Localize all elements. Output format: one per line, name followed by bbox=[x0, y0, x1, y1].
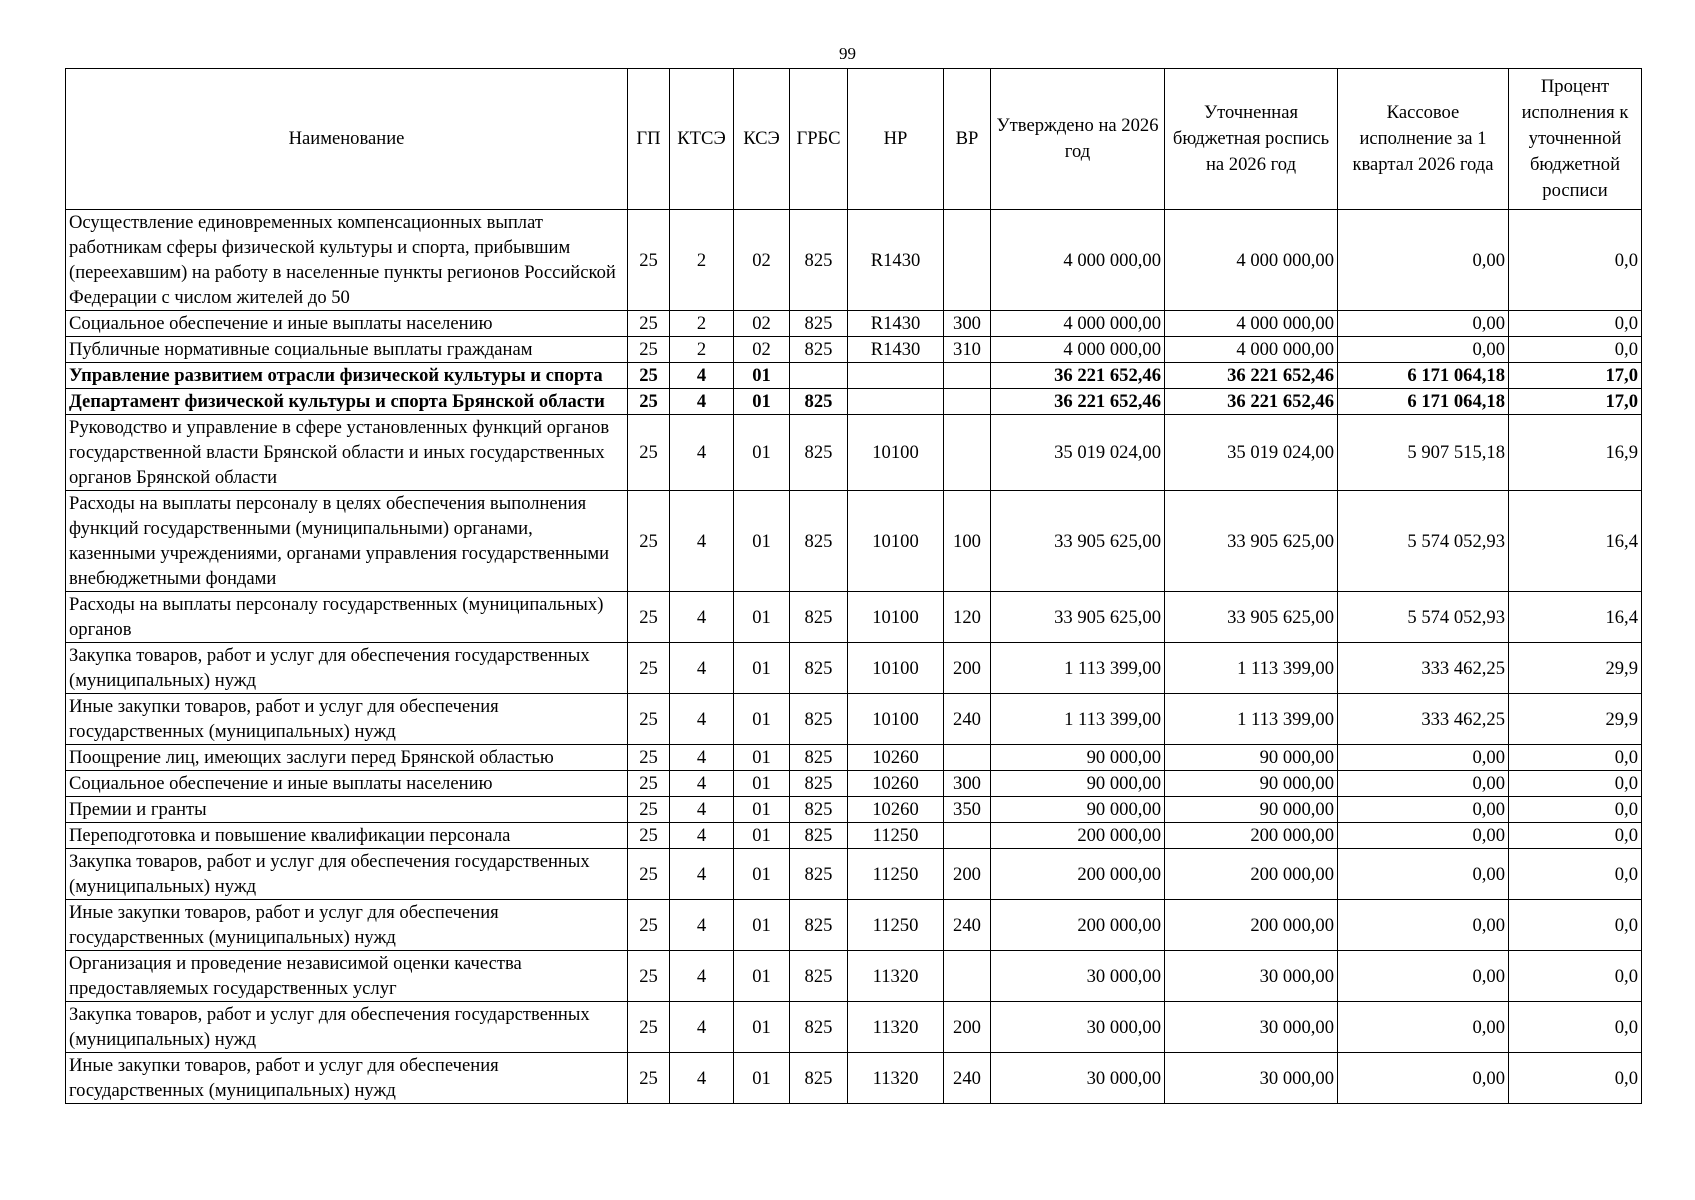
cell-cash: 6 171 064,18 bbox=[1338, 363, 1509, 389]
cell-approved: 90 000,00 bbox=[991, 771, 1165, 797]
cell-nr: 10100 bbox=[848, 491, 944, 592]
cell-ktse: 4 bbox=[670, 849, 734, 900]
cell-grbs: 825 bbox=[790, 1002, 848, 1053]
cell-refined: 4 000 000,00 bbox=[1165, 311, 1338, 337]
cell-kse: 01 bbox=[734, 491, 790, 592]
cell-nr: 10100 bbox=[848, 415, 944, 491]
cell-cash: 0,00 bbox=[1338, 745, 1509, 771]
cell-ktse: 4 bbox=[670, 900, 734, 951]
cell-ktse: 4 bbox=[670, 951, 734, 1002]
cell-ktse: 4 bbox=[670, 389, 734, 415]
cell-percent: 0,0 bbox=[1509, 797, 1642, 823]
cell-ktse: 4 bbox=[670, 491, 734, 592]
cell-name: Расходы на выплаты персоналу в целях обеспечения выполнения функций государственными (муниципальными) органами, казенными учреждениями, органами управления государственными внебюджетными фондами bbox=[66, 491, 628, 592]
cell-grbs: 825 bbox=[790, 337, 848, 363]
cell-gp: 25 bbox=[628, 900, 670, 951]
cell-grbs: 825 bbox=[790, 643, 848, 694]
cell-nr: R1430 bbox=[848, 210, 944, 311]
cell-ktse: 4 bbox=[670, 643, 734, 694]
cell-name: Премии и гранты bbox=[66, 797, 628, 823]
header-gp: ГП bbox=[628, 69, 670, 210]
table-row bbox=[66, 771, 1642, 797]
cell-ktse: 4 bbox=[670, 823, 734, 849]
cell-name: Руководство и управление в сфере установленных функций органов государственной власти Брянской области и иных государственных органов Брянской области bbox=[66, 415, 628, 491]
cell-ktse: 4 bbox=[670, 797, 734, 823]
header-vr: ВР bbox=[944, 69, 991, 210]
cell-vr: 350 bbox=[944, 797, 991, 823]
cell-refined: 33 905 625,00 bbox=[1165, 491, 1338, 592]
cell-nr: 10100 bbox=[848, 643, 944, 694]
cell-approved: 4 000 000,00 bbox=[991, 210, 1165, 311]
cell-nr: 10260 bbox=[848, 797, 944, 823]
cell-name: Иные закупки товаров, работ и услуг для обеспечения государственных (муниципальных) нужд bbox=[66, 1053, 628, 1104]
cell-grbs: 825 bbox=[790, 823, 848, 849]
cell-refined: 90 000,00 bbox=[1165, 745, 1338, 771]
cell-vr: 240 bbox=[944, 900, 991, 951]
cell-name: Организация и проведение независимой оценки качества предоставляемых государственных услуг bbox=[66, 951, 628, 1002]
cell-gp: 25 bbox=[628, 694, 670, 745]
cell-name: Социальное обеспечение и иные выплаты населению bbox=[66, 311, 628, 337]
cell-ktse: 4 bbox=[670, 363, 734, 389]
cell-vr: 200 bbox=[944, 1002, 991, 1053]
cell-vr: 200 bbox=[944, 849, 991, 900]
header-refined: Уточненная бюджетная роспись на 2026 год bbox=[1165, 69, 1338, 210]
cell-kse: 01 bbox=[734, 643, 790, 694]
cell-gp: 25 bbox=[628, 210, 670, 311]
cell-refined: 200 000,00 bbox=[1165, 823, 1338, 849]
cell-name: Переподготовка и повышение квалификации персонала bbox=[66, 823, 628, 849]
cell-cash: 0,00 bbox=[1338, 951, 1509, 1002]
cell-kse: 02 bbox=[734, 311, 790, 337]
table-row bbox=[66, 694, 1642, 745]
cell-name: Поощрение лиц, имеющих заслуги перед Брянской областью bbox=[66, 745, 628, 771]
table-row bbox=[66, 389, 1642, 415]
cell-kse: 01 bbox=[734, 745, 790, 771]
cell-percent: 0,0 bbox=[1509, 311, 1642, 337]
cell-kse: 01 bbox=[734, 951, 790, 1002]
cell-approved: 200 000,00 bbox=[991, 823, 1165, 849]
table-row bbox=[66, 415, 1642, 491]
cell-cash: 0,00 bbox=[1338, 210, 1509, 311]
cell-kse: 01 bbox=[734, 771, 790, 797]
cell-gp: 25 bbox=[628, 951, 670, 1002]
cell-nr: 11250 bbox=[848, 900, 944, 951]
cell-vr: 100 bbox=[944, 491, 991, 592]
cell-nr: 10260 bbox=[848, 745, 944, 771]
cell-cash: 5 574 052,93 bbox=[1338, 592, 1509, 643]
cell-refined: 33 905 625,00 bbox=[1165, 592, 1338, 643]
cell-gp: 25 bbox=[628, 389, 670, 415]
cell-percent: 0,0 bbox=[1509, 1053, 1642, 1104]
table-row bbox=[66, 363, 1642, 389]
cell-vr: 300 bbox=[944, 311, 991, 337]
cell-vr: 240 bbox=[944, 1053, 991, 1104]
cell-nr: 10100 bbox=[848, 694, 944, 745]
table-row bbox=[66, 823, 1642, 849]
cell-refined: 36 221 652,46 bbox=[1165, 363, 1338, 389]
cell-refined: 36 221 652,46 bbox=[1165, 389, 1338, 415]
cell-ktse: 4 bbox=[670, 1002, 734, 1053]
cell-name: Иные закупки товаров, работ и услуг для обеспечения государственных (муниципальных) нужд bbox=[66, 900, 628, 951]
cell-kse: 01 bbox=[734, 797, 790, 823]
cell-nr: R1430 bbox=[848, 311, 944, 337]
cell-kse: 01 bbox=[734, 389, 790, 415]
cell-percent: 0,0 bbox=[1509, 823, 1642, 849]
table-row bbox=[66, 900, 1642, 951]
cell-percent: 17,0 bbox=[1509, 363, 1642, 389]
cell-cash: 0,00 bbox=[1338, 849, 1509, 900]
table-header-row bbox=[66, 69, 1642, 210]
cell-name: Закупка товаров, работ и услуг для обеспечения государственных (муниципальных) нужд bbox=[66, 643, 628, 694]
cell-grbs: 825 bbox=[790, 951, 848, 1002]
cell-gp: 25 bbox=[628, 415, 670, 491]
cell-refined: 90 000,00 bbox=[1165, 797, 1338, 823]
cell-kse: 01 bbox=[734, 1053, 790, 1104]
cell-refined: 4 000 000,00 bbox=[1165, 210, 1338, 311]
cell-kse: 01 bbox=[734, 592, 790, 643]
cell-approved: 1 113 399,00 bbox=[991, 694, 1165, 745]
cell-vr bbox=[944, 951, 991, 1002]
cell-nr: 10260 bbox=[848, 771, 944, 797]
cell-vr bbox=[944, 415, 991, 491]
cell-refined: 1 113 399,00 bbox=[1165, 694, 1338, 745]
cell-cash: 333 462,25 bbox=[1338, 694, 1509, 745]
cell-grbs: 825 bbox=[790, 592, 848, 643]
cell-grbs: 825 bbox=[790, 694, 848, 745]
table-row bbox=[66, 337, 1642, 363]
cell-approved: 30 000,00 bbox=[991, 1002, 1165, 1053]
cell-approved: 200 000,00 bbox=[991, 900, 1165, 951]
cell-refined: 35 019 024,00 bbox=[1165, 415, 1338, 491]
cell-percent: 0,0 bbox=[1509, 951, 1642, 1002]
header-cash: Кассовое исполнение за 1 квартал 2026 года bbox=[1338, 69, 1509, 210]
cell-name: Закупка товаров, работ и услуг для обеспечения государственных (муниципальных) нужд bbox=[66, 849, 628, 900]
budget-execution-table bbox=[65, 68, 1642, 1104]
cell-refined: 4 000 000,00 bbox=[1165, 337, 1338, 363]
cell-cash: 6 171 064,18 bbox=[1338, 389, 1509, 415]
cell-percent: 0,0 bbox=[1509, 849, 1642, 900]
cell-refined: 200 000,00 bbox=[1165, 900, 1338, 951]
cell-grbs: 825 bbox=[790, 900, 848, 951]
cell-grbs: 825 bbox=[790, 491, 848, 592]
cell-ktse: 4 bbox=[670, 745, 734, 771]
header-grbs: ГРБС bbox=[790, 69, 848, 210]
cell-kse: 01 bbox=[734, 694, 790, 745]
cell-grbs: 825 bbox=[790, 1053, 848, 1104]
cell-nr: 11250 bbox=[848, 849, 944, 900]
cell-ktse: 2 bbox=[670, 337, 734, 363]
cell-ktse: 2 bbox=[670, 311, 734, 337]
cell-kse: 01 bbox=[734, 1002, 790, 1053]
cell-gp: 25 bbox=[628, 643, 670, 694]
cell-gp: 25 bbox=[628, 363, 670, 389]
cell-approved: 4 000 000,00 bbox=[991, 337, 1165, 363]
cell-gp: 25 bbox=[628, 1002, 670, 1053]
cell-gp: 25 bbox=[628, 311, 670, 337]
cell-approved: 30 000,00 bbox=[991, 951, 1165, 1002]
cell-gp: 25 bbox=[628, 745, 670, 771]
cell-gp: 25 bbox=[628, 797, 670, 823]
cell-vr: 240 bbox=[944, 694, 991, 745]
cell-name: Управление развитием отрасли физической культуры и спорта bbox=[66, 363, 628, 389]
cell-grbs: 825 bbox=[790, 311, 848, 337]
cell-refined: 30 000,00 bbox=[1165, 951, 1338, 1002]
cell-cash: 5 907 515,18 bbox=[1338, 415, 1509, 491]
table-row bbox=[66, 1002, 1642, 1053]
cell-nr: 11250 bbox=[848, 823, 944, 849]
cell-percent: 29,9 bbox=[1509, 643, 1642, 694]
cell-percent: 0,0 bbox=[1509, 210, 1642, 311]
cell-ktse: 4 bbox=[670, 1053, 734, 1104]
table-row bbox=[66, 745, 1642, 771]
header-kse: КСЭ bbox=[734, 69, 790, 210]
header-percent: Процент исполнения к уточненной бюджетной росписи bbox=[1509, 69, 1642, 210]
cell-vr bbox=[944, 389, 991, 415]
cell-cash: 0,00 bbox=[1338, 900, 1509, 951]
cell-cash: 0,00 bbox=[1338, 771, 1509, 797]
cell-kse: 01 bbox=[734, 415, 790, 491]
cell-nr: 10100 bbox=[848, 592, 944, 643]
cell-name: Осуществление единовременных компенсационных выплат работникам сферы физической культуры и спорта, прибывшим (переехавшим) на работу в населенные пункты регионов Российской Федерации с числом жителей до 50 bbox=[66, 210, 628, 311]
cell-approved: 36 221 652,46 bbox=[991, 389, 1165, 415]
cell-kse: 02 bbox=[734, 210, 790, 311]
table-row bbox=[66, 592, 1642, 643]
cell-approved: 33 905 625,00 bbox=[991, 491, 1165, 592]
cell-cash: 0,00 bbox=[1338, 823, 1509, 849]
header-name: Наименование bbox=[66, 69, 628, 210]
cell-gp: 25 bbox=[628, 491, 670, 592]
cell-percent: 16,4 bbox=[1509, 592, 1642, 643]
table-row bbox=[66, 797, 1642, 823]
cell-kse: 01 bbox=[734, 823, 790, 849]
cell-vr bbox=[944, 210, 991, 311]
cell-name: Социальное обеспечение и иные выплаты населению bbox=[66, 771, 628, 797]
cell-grbs: 825 bbox=[790, 849, 848, 900]
cell-name: Публичные нормативные социальные выплаты гражданам bbox=[66, 337, 628, 363]
cell-vr bbox=[944, 363, 991, 389]
cell-vr: 300 bbox=[944, 771, 991, 797]
cell-gp: 25 bbox=[628, 849, 670, 900]
cell-grbs bbox=[790, 363, 848, 389]
cell-cash: 0,00 bbox=[1338, 1053, 1509, 1104]
cell-name: Закупка товаров, работ и услуг для обеспечения государственных (муниципальных) нужд bbox=[66, 1002, 628, 1053]
cell-cash: 0,00 bbox=[1338, 797, 1509, 823]
cell-grbs: 825 bbox=[790, 210, 848, 311]
table-row bbox=[66, 643, 1642, 694]
header-nr: НР bbox=[848, 69, 944, 210]
cell-cash: 333 462,25 bbox=[1338, 643, 1509, 694]
cell-approved: 1 113 399,00 bbox=[991, 643, 1165, 694]
cell-approved: 30 000,00 bbox=[991, 1053, 1165, 1104]
cell-percent: 0,0 bbox=[1509, 745, 1642, 771]
cell-percent: 16,4 bbox=[1509, 491, 1642, 592]
cell-name: Расходы на выплаты персоналу государственных (муниципальных) органов bbox=[66, 592, 628, 643]
cell-percent: 0,0 bbox=[1509, 900, 1642, 951]
cell-ktse: 4 bbox=[670, 694, 734, 745]
cell-gp: 25 bbox=[628, 823, 670, 849]
cell-gp: 25 bbox=[628, 337, 670, 363]
table-row bbox=[66, 491, 1642, 592]
cell-refined: 200 000,00 bbox=[1165, 849, 1338, 900]
header-approved: Утверждено на 2026 год bbox=[991, 69, 1165, 210]
cell-refined: 30 000,00 bbox=[1165, 1053, 1338, 1104]
cell-vr: 200 bbox=[944, 643, 991, 694]
cell-gp: 25 bbox=[628, 592, 670, 643]
cell-refined: 30 000,00 bbox=[1165, 1002, 1338, 1053]
cell-nr: 11320 bbox=[848, 1002, 944, 1053]
cell-nr: 11320 bbox=[848, 951, 944, 1002]
cell-vr bbox=[944, 823, 991, 849]
table-row bbox=[66, 210, 1642, 311]
cell-grbs: 825 bbox=[790, 797, 848, 823]
cell-percent: 17,0 bbox=[1509, 389, 1642, 415]
cell-name: Иные закупки товаров, работ и услуг для обеспечения государственных (муниципальных) нужд bbox=[66, 694, 628, 745]
cell-ktse: 2 bbox=[670, 210, 734, 311]
cell-percent: 0,0 bbox=[1509, 1002, 1642, 1053]
cell-percent: 0,0 bbox=[1509, 771, 1642, 797]
cell-approved: 36 221 652,46 bbox=[991, 363, 1165, 389]
cell-approved: 90 000,00 bbox=[991, 797, 1165, 823]
cell-nr bbox=[848, 389, 944, 415]
header-ktse: КТСЭ bbox=[670, 69, 734, 210]
cell-kse: 01 bbox=[734, 849, 790, 900]
cell-vr: 310 bbox=[944, 337, 991, 363]
cell-grbs: 825 bbox=[790, 415, 848, 491]
cell-vr bbox=[944, 745, 991, 771]
cell-approved: 4 000 000,00 bbox=[991, 311, 1165, 337]
cell-approved: 200 000,00 bbox=[991, 849, 1165, 900]
cell-nr: 11320 bbox=[848, 1053, 944, 1104]
cell-name: Департамент физической культуры и спорта Брянской области bbox=[66, 389, 628, 415]
cell-refined: 90 000,00 bbox=[1165, 771, 1338, 797]
cell-kse: 02 bbox=[734, 337, 790, 363]
cell-percent: 29,9 bbox=[1509, 694, 1642, 745]
table-row bbox=[66, 849, 1642, 900]
cell-approved: 35 019 024,00 bbox=[991, 415, 1165, 491]
cell-nr bbox=[848, 363, 944, 389]
table-body bbox=[66, 210, 1642, 1104]
cell-approved: 33 905 625,00 bbox=[991, 592, 1165, 643]
cell-ktse: 4 bbox=[670, 415, 734, 491]
cell-kse: 01 bbox=[734, 900, 790, 951]
cell-ktse: 4 bbox=[670, 592, 734, 643]
cell-vr: 120 bbox=[944, 592, 991, 643]
table-row bbox=[66, 311, 1642, 337]
cell-cash: 5 574 052,93 bbox=[1338, 491, 1509, 592]
cell-gp: 25 bbox=[628, 771, 670, 797]
cell-nr: R1430 bbox=[848, 337, 944, 363]
table-row bbox=[66, 951, 1642, 1002]
cell-gp: 25 bbox=[628, 1053, 670, 1104]
cell-grbs: 825 bbox=[790, 389, 848, 415]
table-row bbox=[66, 1053, 1642, 1104]
cell-refined: 1 113 399,00 bbox=[1165, 643, 1338, 694]
cell-cash: 0,00 bbox=[1338, 1002, 1509, 1053]
cell-kse: 01 bbox=[734, 363, 790, 389]
page-number: 99 bbox=[839, 44, 856, 63]
cell-cash: 0,00 bbox=[1338, 311, 1509, 337]
cell-approved: 90 000,00 bbox=[991, 745, 1165, 771]
cell-percent: 0,0 bbox=[1509, 337, 1642, 363]
cell-ktse: 4 bbox=[670, 771, 734, 797]
cell-cash: 0,00 bbox=[1338, 337, 1509, 363]
cell-grbs: 825 bbox=[790, 745, 848, 771]
cell-percent: 16,9 bbox=[1509, 415, 1642, 491]
cell-grbs: 825 bbox=[790, 771, 848, 797]
